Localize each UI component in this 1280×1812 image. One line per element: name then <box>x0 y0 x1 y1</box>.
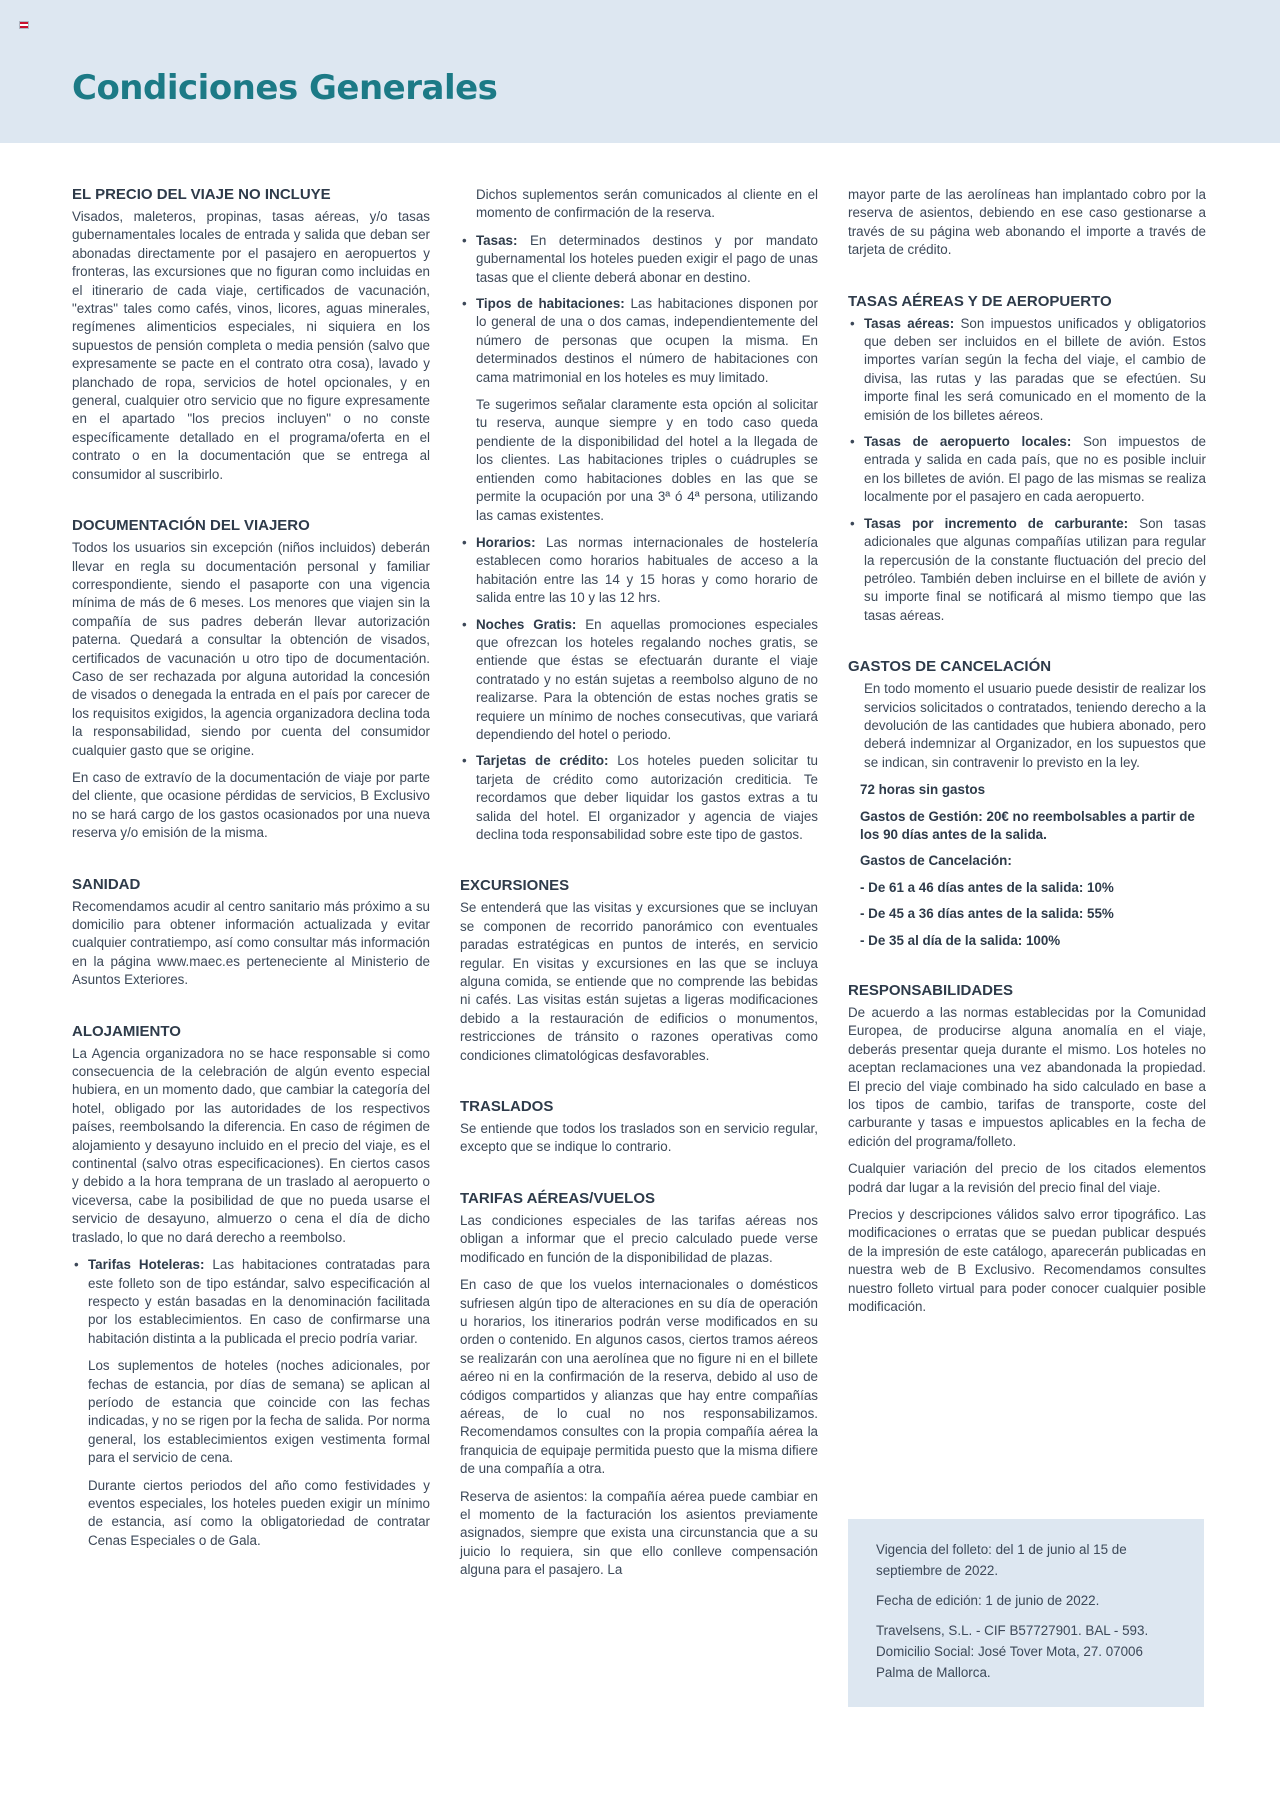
documentacion-paragraph-2: En caso de extravío de la documentación de viaje por parte del cliente, que ocasione pérdidas de servicios, B Exclusivo no se hará cargo de los gastos ocasionados por una nueva reserva y/o emisión de la misma. <box>72 769 430 841</box>
column-3 <box>848 186 1206 1326</box>
edicion-text: Fecha de edición: 1 de junio de 2022. <box>876 1593 1100 1608</box>
suplementos-paragraph: Los suplementos de hoteles (noches adicionales, por fechas de estancia, por días de semana) se aplican al período de estancia que coincide con las fechas indicadas, y no se rigen por la fecha de salida. Por norma general, los establecimientos exigen vestimenta formal para el servicio de cena. <box>88 1358 430 1466</box>
cancelacion-gastos-label: Gastos de Cancelación: <box>860 853 1012 869</box>
section-heading-precio: EL PRECIO DEL VIAJE NO INCLUYE <box>72 186 331 203</box>
cancelacion-tramo-1: - De 61 a 46 días antes de la salida: 10% <box>860 879 1114 895</box>
list-item <box>848 315 1206 425</box>
list-item <box>72 1256 430 1348</box>
section-heading-alojamiento: ALOJAMIENTO <box>72 1022 181 1040</box>
traslados-paragraph: Se entiende que todos los traslados son en servicio regular, excepto que se indique lo contrario. <box>460 1121 818 1155</box>
column-2 <box>460 186 818 1589</box>
section-heading-cancelacion: GASTOS DE CANCELACIÓN <box>848 658 1052 676</box>
bullet-label: Horarios: <box>476 534 536 550</box>
bullet-label: Noches Gratis: <box>476 616 577 632</box>
cancelacion-tramo-2: - De 45 a 36 días antes de la salida: 55% <box>860 906 1114 922</box>
column-1 <box>72 186 430 1559</box>
empresa-text: Travelsens, S.L. - CIF B57727901. BAL - 593. Domicilio Social: José Tover Mota, 27. 07006 Palma de Mallorca. <box>876 1623 1149 1680</box>
precio-paragraph: Visados, maleteros, propinas, tasas aéreas, y/o tasas gubernamentales locales de entrada y salida que deban ser abonadas directamente por el pasajero en aeropuertos y fronteras, las excursiones que no figuran como incluidas en el itinerario de cada viaje, certificados de vacunación, "extras" tales como cafés, vinos, licores, aguas minerales, regímenes alimenticios especiales, ni siquiera en los supuestos de pensión completa o media pensión (salvo que expresamente se pacte en el contrato otra cosa), lavado y planchado de ropa, servicios de hotel opcionales, y en general, cualquier otro servicio que no figure expresamente en el apartado "los precios incluyen" o no conste específicamente detallado en el programa/oferta en el contrato o en la documentación que se entrega al consumidor al suscribirlo. <box>72 209 430 482</box>
alojamiento-paragraph: La Agencia organizadora no se hace responsable si como consecuencia de la celebración de algún evento especial hubiera, en un momento dado, que cambiar la categoría del hotel, obligado por las autoridades de los respectivos países, reembolsando la diferencia. En caso de régimen de alojamiento y desayuno incluido en el precio del viaje, es el continental (salvo otras especificaciones). En ciertos casos y debido a la hora temprana de un traslado al aeropuerto o viceversa, cabe la posibilidad de que no pueda usarse el servicio de desayuno, almuerzo o cena el día de dicho traslado, lo que no dará derecho a reembolso. <box>72 1045 430 1245</box>
tarifas-aereas-paragraph-1: Las condiciones especiales de las tarifas aéreas nos obligan a informar que el precio calculado puede verse modificado en función de la disponibilidad de plazas. <box>460 1212 818 1265</box>
list-item <box>460 534 818 608</box>
bullet-text: Son tasas adicionales que algunas compañías utilizan para regular la repercusión de la constante fluctuación del precio del petróleo. También deben incluirse en el billete de avión y su importe final se notificará al mismo tiempo que las tasas aéreas. <box>864 515 1206 623</box>
festividades-paragraph: Durante ciertos periodos del año como festividades y eventos especiales, los hoteles pueden exigir un mínimo de estancia, así como la obligatoriedad de contratar Cenas Especiales o de Gala. <box>88 1477 430 1548</box>
cancelacion-gestion: Gastos de Gestión: 20€ no reembolsables a partir de los 90 días antes de la salida. <box>860 808 1195 842</box>
alojamiento-bullets-3 <box>460 534 818 845</box>
bullet-text: Las habitaciones disponen por lo general de una o dos camas, independientemente del número de personas que ocupen la misma. En determinados destinos el número de habitaciones con cama matrimonial en los hoteles es muy limitado. <box>476 296 818 385</box>
vigencia-text: Vigencia del folleto: del 1 de junio al 15 de septiembre de 2022. <box>876 1542 1127 1578</box>
bullet-label: Tasas por incremento de carburante: <box>864 515 1129 531</box>
section-heading-tasas-aereas: TASAS AÉREAS Y DE AEROPUERTO <box>848 292 1112 310</box>
bullet-label: Tarifas Hoteleras: <box>88 1257 205 1273</box>
tarifas-aereas-paragraph-4: mayor parte de las aerolíneas han implantado cobro por la reserva de asientos, debiendo en ese caso gestionarse a través de su página web abonando el importe a través de tarjeta de crédito. <box>848 187 1206 258</box>
list-item <box>848 433 1206 507</box>
section-heading-sanidad: SANIDAD <box>72 875 141 893</box>
section-heading-tarifas-aereas: TARIFAS AÉREAS/VUELOS <box>460 1189 656 1207</box>
cancelacion-tramo-3: - De 35 al día de la salida: 100% <box>860 932 1061 948</box>
page-title: Condiciones Generales <box>72 68 498 108</box>
list-item <box>460 616 818 745</box>
comunicados-paragraph: Dichos suplementos serán comunicados al cliente en el momento de confirmación de la reserva. <box>476 187 818 221</box>
bullet-label: Tasas: <box>476 232 518 248</box>
bullet-text: En aquellas promociones especiales que ofrezcan los hoteles regalando noches gratis, se entiende que éstas se efectuarán durante el viaje contratado y no están sujetas a reembolso alguno de no realizarse. Para la obtención de estas noches gratis se requiere un mínimo de noches consecutivas, que variará dependiendo del hotel o periodo. <box>476 616 818 742</box>
list-item <box>460 232 818 287</box>
bullet-label: Tasas de aeropuerto locales: <box>864 434 1072 450</box>
section-heading-traslados: TRASLADOS <box>460 1098 554 1116</box>
tasas-aereas-bullets <box>848 315 1206 626</box>
bullet-label: Tipos de habitaciones: <box>476 296 625 312</box>
tarifas-aereas-paragraph-2: En caso de que los vuelos internacionales o domésticos sufriesen algún tipo de alteraciones en su día de operación u horarios, los itinerarios podrán verse modificados en su orden o contenido. En algunos casos, ciertos tramos aéreos se realizarán con una aerolínea que no figure ni en el billete aéreo ni en la confirmación de la reserva, debido al uso de códigos compartidos y alianzas que hay entre compañías aéreas, de lo cual no nos responsabilizamos. Recomendamos consultes con la propia compañía aérea la franquicia de equipaje permitida puesto que la misma difiere de una compañía a otra. <box>460 1277 818 1477</box>
responsabilidades-paragraph-1: De acuerdo a las normas establecidas por la Comunidad Europea, de producirse alguna anomalía en el viaje, deberás presentar queja durante el mismo. Los hoteles no aceptan reclamaciones una vez abandonada la propiedad. El precio del viaje combinado ha sido calculado en base a los tipos de cambio, tarifas de transporte, coste del carburante y tasas e impuestos aplicables en la fecha de edición del programa/folleto. <box>848 1005 1206 1149</box>
bullet-text: Son impuestos unificados y obligatorios que deben ser incluidos en el billete de avión. Estos importes varían según la fecha del viaje, el cambio de divisa, las rutas y las paradas que se efectúen. Su importe final les será comunicado en el momento de la emisión de los billetes aéreos. <box>864 315 1206 423</box>
sugerimos-paragraph: Te sugerimos señalar claramente esta opción al solicitar tu reserva, aunque siempre y en todo caso queda pendiente de la disponibilidad del hotel a la llegada de los clientes. Las habitaciones triples o cuádruples se entienden como habitaciones dobles en las que se permite la ocupación por una 3ª ó 4ª persona, utilizando las camas existentes. <box>476 397 818 523</box>
responsabilidades-paragraph-3: Precios y descripciones válidos salvo error tipográfico. Las modificaciones o erratas que se puedan publicar después de la impresión de este catálogo, aparecerán publicadas en nuestra web de B Exclusivo. Recomendamos consultes nuestro folleto virtual para poder conocer cualquier posible modificación. <box>848 1207 1206 1315</box>
bullet-text: En determinados destinos y por mandato gubernamental los hoteles pueden exigir el pago de unas tasas que el cliente deberá abonar en destino. <box>476 232 818 285</box>
bullet-text: Las habitaciones contratadas para este folleto son de tipo estándar, salvo especificación al respecto y están basadas en la denominación facilitada por los establecimientos. En caso de confirmarse una habitación distinta a la publicada el precio podría variar. <box>88 1257 430 1346</box>
bullet-label: Tarjetas de crédito: <box>476 753 609 769</box>
info-box <box>848 1519 1204 1707</box>
documentacion-paragraph-1: Todos los usuarios sin excepción (niños incluidos) deberán llevar en regla su documentación personal y familiar correspondiente, siendo el pasaporte con una vigencia mínima de más de 6 meses. Los menores que viajen sin la compañía de sus padres deberán llevar autorización paterna. Quedará a consultar la obtención de visados, certificados de vacunación u otro tipo de documentación. Caso de ser rechazada por alguna autoridad la concesión de visados o denegada la entrada en el país por carecer de los requisitos exigidos, la agencia organizadora declina toda la responsabilidad, siendo por cuenta del consumidor cualquier gasto que se origine. <box>72 540 430 758</box>
section-heading-responsabilidades: RESPONSABILIDADES <box>848 982 1014 999</box>
list-item <box>460 295 818 387</box>
list-item <box>460 752 818 844</box>
bullet-label: Tasas aéreas: <box>864 315 955 331</box>
alojamiento-bullets-1 <box>72 1256 430 1348</box>
cancelacion-sin-gastos: 72 horas sin gastos <box>860 782 986 798</box>
section-heading-documentacion: DOCUMENTACIÓN DEL VIAJERO <box>72 517 310 535</box>
header-band <box>0 0 1280 143</box>
section-heading-excursiones: EXCURSIONES <box>460 877 570 895</box>
flag-icon <box>19 21 29 29</box>
responsabilidades-paragraph-2: Cualquier variación del precio de los citados elementos podrá dar lugar a la revisión del precio final del viaje. <box>848 1161 1206 1195</box>
bullet-text: Las normas internacionales de hostelería establecen como horarios habituales de acceso a la habitación entre las 14 y 15 horas y como horario de salida entre las 10 y las 12 hrs. <box>476 534 818 606</box>
excursiones-paragraph: Se entenderá que las visitas y excursiones que se incluyan se componen de recorrido panorámico con eventuales paradas estratégicas en puntos de interés, en servicio regular. En visitas y excursiones en las que se incluya alguna comida, se entiende que no comprende las bebidas ni cafés. Las visitas están sujetas a ligeras modificaciones debido a la restauración de edificios o monumentos, restricciones de tránsito o razones operativas como condiciones climatológicas desfavorables. <box>460 900 818 1063</box>
tarifas-aereas-paragraph-3: Reserva de asientos: la compañía aérea puede cambiar en el momento de la facturación los asientos previamente asignados, siempre que exista una circunstancia que a su juicio lo requiera, sin que ello conlleve compensación alguna para el pasajero. La <box>460 1488 818 1578</box>
alojamiento-bullets-2 <box>460 232 818 387</box>
cancelacion-paragraph: En todo momento el usuario puede desistir de realizar los servicios solicitados o contratados, teniendo derecho a la devolución de las cantidades que hubiera abonado, pero deberá indemnizar al Organizador, en los supuestos que se indican, sin contravenir lo previsto en la ley. <box>864 681 1206 770</box>
bullet-text: Los hoteles pueden solicitar tu tarjeta de crédito como autorización crediticia. Te recordamos que deber liquidar los gastos extras a tu salida del hotel. El organizador y agencia de viajes declina toda responsabilidad sobre este tipo de gastos. <box>476 753 818 842</box>
bullet-text: Son impuestos de entrada y salida en cada país, que no es posible incluir en los billetes de avión. El pago de las mismas se realiza localmente por el pasajero en cada aeropuerto. <box>864 434 1206 505</box>
list-item <box>848 515 1206 625</box>
sanidad-paragraph: Recomendamos acudir al centro sanitario más próximo a su domicilio para obtener información actualizada y evitar cualquier contratiempo, así como consultar más información en la página www.maec.es perteneciente al Ministerio de Asuntos Exteriores. <box>72 898 430 988</box>
